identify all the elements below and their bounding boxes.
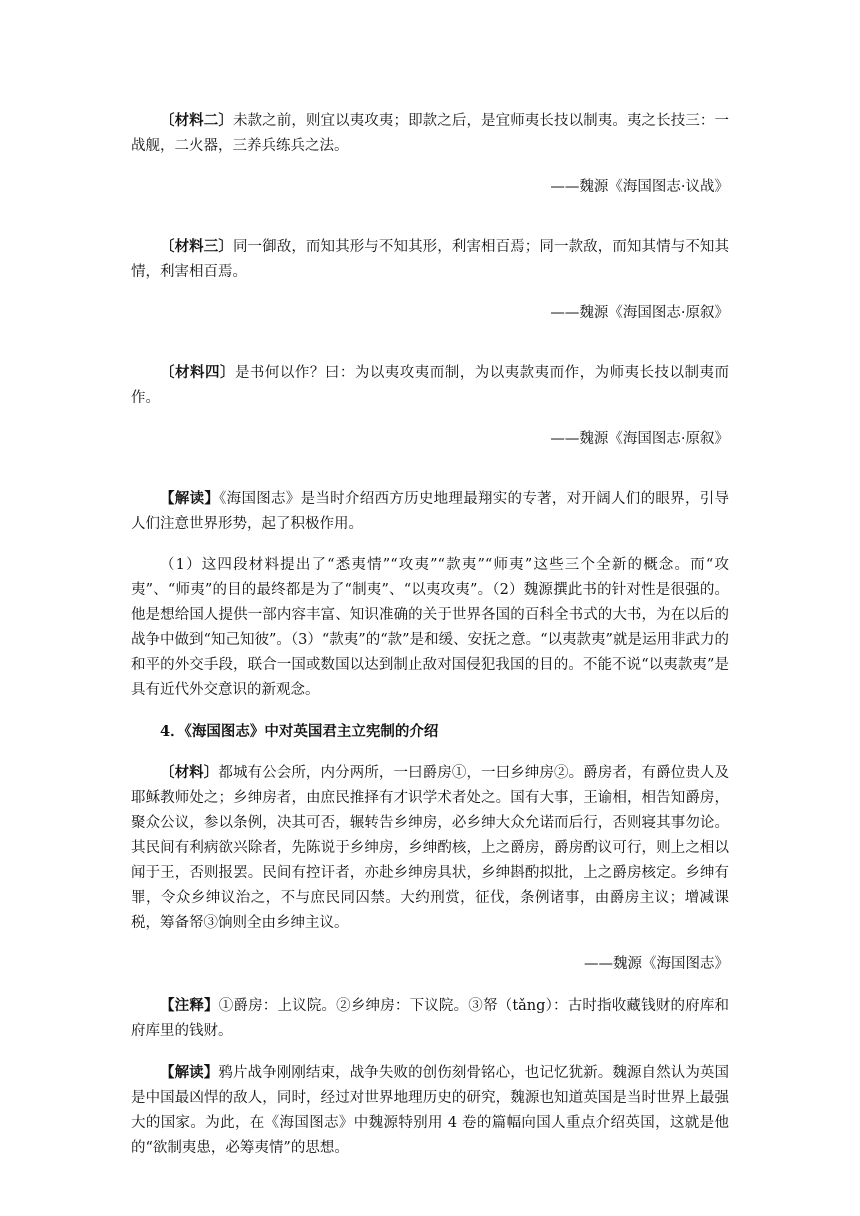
material-4 [131, 360, 729, 411]
material-text: 未款之前，则宜以夷攻夷；即款之后，是宜师夷长技以制夷。夷之长技三：一战舰，二火器，三养兵练兵之法。 [131, 113, 730, 154]
material-text: 是书何以作？曰：为以夷攻夷而制，为以夷款夷而作，为师夷长技以制夷而作。 [131, 365, 730, 406]
material-label: 〔材料三〕 [160, 238, 233, 255]
material-2 [131, 108, 729, 159]
section-heading: 4．《海国图志》中对英国君主立宪制的介绍 [160, 723, 439, 740]
material-5 [131, 760, 729, 936]
annotation [131, 993, 729, 1044]
material-text: 都城有公会所，内分两所，一曰爵房①，一曰乡绅房②。爵房者，有爵位贵人及耶稣教师处之；乡绅房者，由庶民推择有才识学术者处之。国有大事，王谕相，相告知爵房，聚众公议，参以条例，决其可否，辗转告乡绅房，必乡绅大众允诺而后行，否则寝其事勿论。其民间有利病欲兴除者，先陈说于乡绅房，乡绅酌核，上之爵房，爵房酌议可行，则上之相以闻于王，否则报罢。民间有控讦者，亦赴乡绅房具状，乡绅斟酌拟批，上之爵房核定。乡绅有罪，令众乡绅议治之，不与庶民同囚禁。大约刑赏，征伐，条例诸事，由爵房主议；增减课税，筹备帑③饷则全由乡绅主议。 [131, 765, 730, 931]
interpretation-text: 《海国图志》是当时介绍西方历史地理最翔实的专著，对开阔人们的眼界，引导人们注意世界形势，起了积极作用。 [131, 491, 730, 532]
source-citation: ——魏源《海国图志·议战》 [550, 179, 729, 195]
annotation-label: 【注释】 [160, 997, 219, 1014]
interpretation-1 [131, 486, 729, 537]
annotation-text: ①爵房：上议院。②乡绅房：下议院。③帑（tǎng）：古时指收藏钱财的府库和府库里的钱财。 [131, 998, 730, 1039]
source-citation: ——魏源《海国图志·原叙》 [550, 431, 729, 447]
material-label: 〔材料二〕 [160, 112, 233, 129]
material-label: 〔材料四〕 [160, 364, 235, 381]
interpretation-label: 【解读】 [160, 490, 220, 507]
source-citation: ——魏源《海国图志》 [584, 956, 729, 972]
material-3 [131, 234, 729, 285]
analysis-paragraph: （1）这四段材料提出了“悉夷情”“攻夷”“款夷”“师夷”这些三个全新的概念。而“攻夷”、“师夷”的目的最终都是为了“制夷”、“以夷攻夷”。（2）魏源撰此书的针对性是很强的。他是想给国人提供一部内容丰富、知识准确的关于世界各国的百科全书式的大书，为在以后的战争中做到“知己知彼”。（3）“款夷”的“款”是和缓、安抚之意。“以夷款夷”就是运用非武力的和平的外交手段，联合一国或数国以达到制止敌对国侵犯我国的目的。不能不说“以夷款夷”是具有近代外交意识的新观念。 [131, 557, 729, 698]
interpretation-label: 【解读】 [160, 1064, 219, 1081]
interpretation-2 [131, 1060, 729, 1161]
material-label: 〔材料〕 [160, 764, 219, 781]
material-text: 同一御敌，而知其形与不知其形，利害相百焉；同一款敌，而知其情与不知其情，利害相百焉。 [131, 239, 730, 280]
source-citation: ——魏源《海国图志·原叙》 [550, 305, 729, 321]
interpretation-text: 鸦片战争刚刚结束，战争失败的创伤刻骨铭心，也记忆犹新。魏源自然认为英国是中国最凶悍的敌人，同时，经过对世界地理历史的研究，魏源也知道英国是当时世界上最强大的国家。为此，在《海国图志》中魏源特别用 4 卷的篇幅向国人重点介绍英国，这就是他的“欲制夷患，必筹夷情”的思想。 [131, 1065, 730, 1156]
document-body [131, 108, 729, 1161]
